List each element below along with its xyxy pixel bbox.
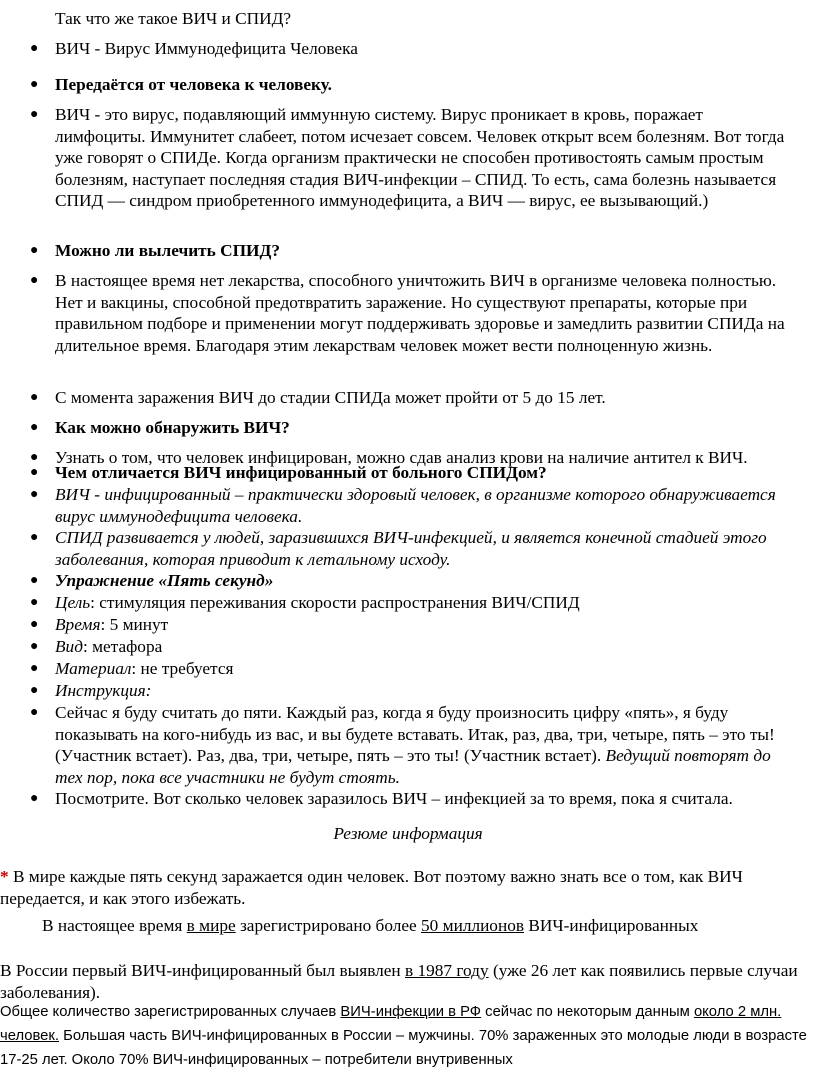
list-item: ● ВИЧ - Вирус Иммунодефицита Человека — [30, 39, 358, 58]
list-item: ● С момента заражения ВИЧ до стадии СПИДа может пройти от 5 до 15 лет. — [30, 388, 606, 407]
list-item: ● Вид: метафора — [30, 637, 163, 656]
list-item: ● В настоящее время нет лекарства, способного уничтожить ВИЧ в организме человека полностью. Нет и вакцины, способной предотвратить заражение. Но существуют препараты, которые при правильном подборе и применении могут поддерживать здоровье и замедлить развитии СПИДа на длительное время. Благодаря этим лекарствам человек может вести полноценную жизнь. — [30, 271, 785, 355]
list-item: ● Как можно обнаружить ВИЧ? — [30, 418, 290, 437]
list-item: ● Цель: стимуляция переживания скорости распространения ВИЧ/СПИД — [30, 593, 580, 612]
list-item: ● Время: 5 минут — [30, 615, 169, 634]
list-item: ● Инструкция: — [30, 681, 152, 700]
list-item: ● Передаётся от человека к человеку. — [30, 75, 333, 94]
list-item: ● Материал: не требуется — [30, 659, 234, 678]
page-title: Так что же такое ВИЧ и СПИД? — [55, 9, 292, 28]
list-item: ● Посмотрите. Вот сколько человек заразилось ВИЧ – инфекцией за то время, пока я считала. — [30, 789, 733, 808]
summary-paragraph-3: В России первый ВИЧ-инфицированный был выявлен в 1987 году (уже 26 лет как появились первые случаи заболевания). — [0, 961, 798, 1002]
list-item: ● СПИД развивается у людей, заразившихся ВИЧ-инфекцией, и является конечной стадией этого заболевания, которая приводит к летальному исходу. — [30, 528, 767, 569]
list-item: ● ВИЧ - это вирус, подавляющий иммунную систему. Вирус проникает в кровь, поражает лимфоциты. Иммунитет слабеет, потом исчезает совсем. Человек открыт всем болезням. Вот тогда уже говорят о СПИДе. Когда организм практически не способен противостоять самым простым болезням, наступает последняя стадия ВИЧ-инфекции – СПИД. То есть, сама болезнь называется СПИД — синдром приобретенного иммунодефицита, а ВИЧ — вирус, ее вызывающий.) — [30, 105, 785, 210]
faq-list — [0, 38, 816, 477]
summary-paragraph-4: Общее количество зарегистрированных случаев ВИЧ-инфекции в РФ сейчас по некоторым данным около 2 млн. человек. Большая часть ВИЧ-инфицированных в России – мужчины. 70% зараженных это молодые люди в возрасте 17-25 лет. Около 70% ВИЧ-инфицированных – потребители внутривенных — [0, 1004, 807, 1068]
list-item: ● Чем отличается ВИЧ инфицированный от больного СПИДом? — [30, 463, 547, 482]
list-item: ● Можно ли вылечить СПИД? — [30, 241, 281, 260]
list-item: ● Узнать о том, что человек инфицирован, можно сдав анализ крови на наличие антител к ВИЧ. — [30, 448, 748, 467]
summary-paragraph-1: * В мире каждые пять секунд заражается один человек. Вот поэтому важно знать все о том, как ВИЧ передается, и как этого избежать. — [0, 867, 743, 908]
summary-paragraph-2: В настоящее время в мире зарегистрировано более 50 миллионов ВИЧ-инфицированных — [42, 916, 699, 935]
exercise-list — [0, 462, 816, 810]
list-item: ● ВИЧ - инфицированный – практически здоровый человек, в организме которого обнаруживается вирус иммунодефицита человека. — [30, 485, 776, 526]
list-item: ● Упражнение «Пять секунд» — [30, 571, 274, 590]
asterisk-mark: * — [0, 867, 9, 886]
summary-heading: Резюме информация — [333, 824, 483, 843]
list-item: ● Сейчас я буду считать до пяти. Каждый раз, когда я буду произносить цифру «пять», я буду показывать на кого-нибудь из вас, и вы будете вставать. Итак, раз, два, три, четыре, пять – это ты! (Участник встает). Раз, два, три, четыре, пять – это ты! (Участник встает). Ведущий повторят до тех пор, пока все участники не будут стоять. — [30, 703, 775, 787]
